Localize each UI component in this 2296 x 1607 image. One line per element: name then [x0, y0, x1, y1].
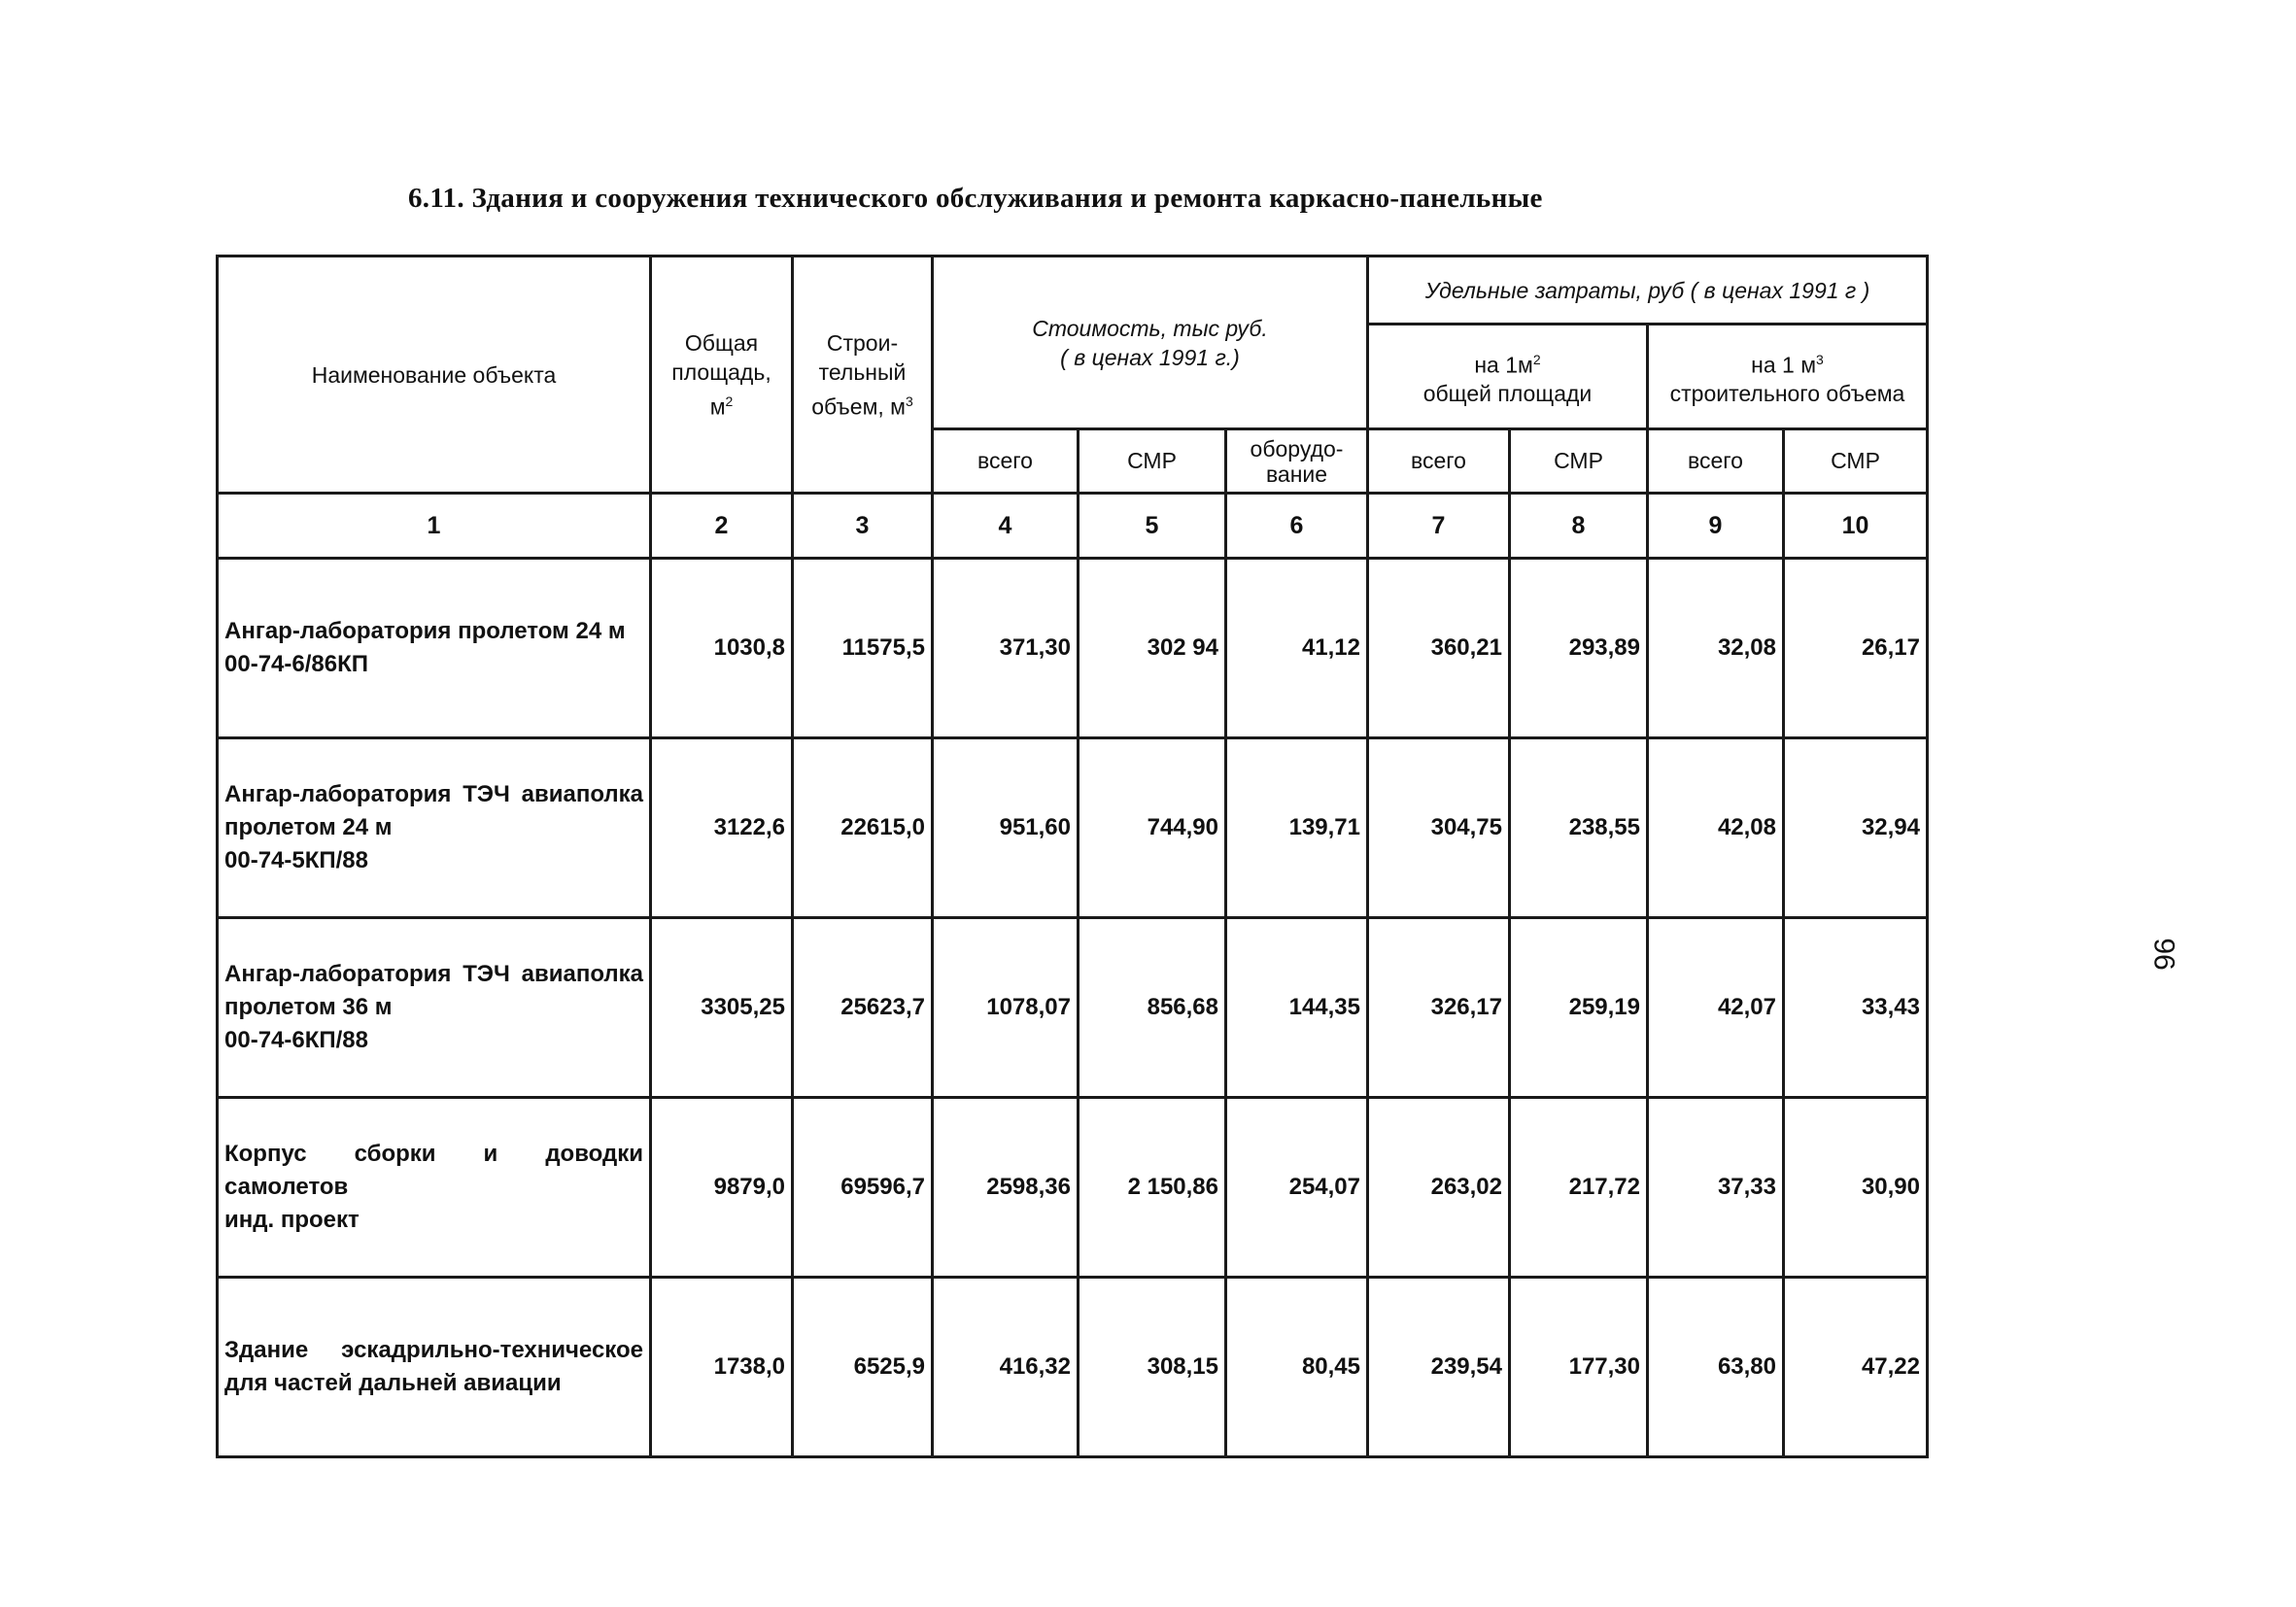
area-cell: 3305,25: [651, 918, 793, 1098]
cost-equipment-cell: 254,07: [1226, 1098, 1368, 1278]
header-cost-smr: СМР: [1079, 429, 1226, 494]
table-row: [218, 1278, 1928, 1457]
header-name: [218, 256, 651, 494]
object-name: Здание эскадрильно-техническое для частей дальней авиации: [224, 1337, 643, 1396]
table-row: [218, 738, 1928, 918]
column-number: 7: [1368, 494, 1510, 559]
m2-total-cell: 239,54: [1368, 1278, 1510, 1457]
object-name: Ангар-лаборатория ТЭЧ авиаполка пролетом 36 м: [224, 961, 643, 1020]
m2-smr-cell: 217,72: [1510, 1098, 1648, 1278]
header-m2-total: всего: [1368, 429, 1510, 494]
m3-smr-cell: 47,22: [1784, 1278, 1928, 1457]
object-name: Корпус сборки и доводки самолетов: [224, 1141, 643, 1200]
cost-equipment-cell: 139,71: [1226, 738, 1368, 918]
cost-total-cell: 951,60: [933, 738, 1079, 918]
m2-smr-cell: 238,55: [1510, 738, 1648, 918]
m2-smr-cell: 293,89: [1510, 559, 1648, 738]
header-m3-smr: СМР: [1784, 429, 1928, 494]
header-area: Общая площадь, $м^2$: [651, 256, 793, 494]
area-cell: 1030,8: [651, 559, 793, 738]
area-cell: 9879,0: [651, 1098, 793, 1278]
volume-cell: 69596,7: [793, 1098, 933, 1278]
column-number: 1: [218, 494, 651, 559]
m2-smr-cell: 177,30: [1510, 1278, 1648, 1457]
volume-cell: 11575,5: [793, 559, 933, 738]
column-number-row: [218, 494, 1928, 559]
cost-total-cell: 2598,36: [933, 1098, 1079, 1278]
volume-cell: 25623,7: [793, 918, 933, 1098]
column-number: 4: [933, 494, 1079, 559]
m2-total-cell: 263,02: [1368, 1098, 1510, 1278]
column-number: 9: [1648, 494, 1784, 559]
m2-total-cell: 304,75: [1368, 738, 1510, 918]
m2-smr-cell: 259,19: [1510, 918, 1648, 1098]
cost-smr-cell: 744,90: [1079, 738, 1226, 918]
cost-equipment-cell: 41,12: [1226, 559, 1368, 738]
object-name: Ангар-лаборатория ТЭЧ авиаполка пролетом 24 м: [224, 781, 643, 840]
volume-cell: 6525,9: [793, 1278, 933, 1457]
header-per-m3: на 1 $м^3$ строительного объема: [1648, 325, 1928, 429]
header-name-label: Наименование объекта: [311, 361, 557, 388]
object-name-cell: [218, 1278, 651, 1457]
m3-smr-cell: 26,17: [1784, 559, 1928, 738]
table-row: [218, 559, 1928, 738]
object-name-cell: [218, 559, 651, 738]
cost-equipment-cell: 144,35: [1226, 918, 1368, 1098]
document-title: 6.11. Здания и сооружения технического обслуживания и ремонта каркасно-панельные: [408, 183, 1543, 214]
m3-total-cell: 32,08: [1648, 559, 1784, 738]
column-number: 3: [793, 494, 933, 559]
m3-total-cell: 63,80: [1648, 1278, 1784, 1457]
header-cost-equipment: оборудо-вание: [1226, 429, 1368, 494]
header-cost-group: Стоимость, тыс руб. ( в ценах 1991 г.): [933, 256, 1368, 429]
cost-smr-cell: 302 94: [1079, 559, 1226, 738]
cost-total-cell: 1078,07: [933, 918, 1079, 1098]
m3-smr-cell: 33,43: [1784, 918, 1928, 1098]
column-number: 5: [1079, 494, 1226, 559]
cost-smr-cell: 856,68: [1079, 918, 1226, 1098]
volume-cell: 22615,0: [793, 738, 933, 918]
object-code: 00-74-5КП/88: [224, 847, 368, 873]
object-code: инд. проект: [224, 1207, 360, 1233]
table-row: [218, 918, 1928, 1098]
cost-equipment-cell: 80,45: [1226, 1278, 1368, 1457]
cost-total-cell: 416,32: [933, 1278, 1079, 1457]
column-number: 8: [1510, 494, 1648, 559]
header-specific-group: Удельные затраты, руб ( в ценах 1991 г ): [1368, 256, 1928, 325]
m3-smr-cell: 32,94: [1784, 738, 1928, 918]
column-number: 6: [1226, 494, 1368, 559]
page-number: 96: [2147, 938, 2180, 971]
cost-table: [216, 255, 1929, 1458]
header-cost-total: всего: [933, 429, 1079, 494]
m2-total-cell: 326,17: [1368, 918, 1510, 1098]
header-row-1: [218, 256, 1928, 325]
column-number: 2: [651, 494, 793, 559]
m3-total-cell: 42,08: [1648, 738, 1784, 918]
area-cell: 3122,6: [651, 738, 793, 918]
table-row: [218, 1098, 1928, 1278]
object-name: Ангар-лаборатория пролетом 24 м: [224, 618, 626, 644]
object-code: 00-74-6/86КП: [224, 651, 368, 677]
m2-total-cell: 360,21: [1368, 559, 1510, 738]
header-m3-total: всего: [1648, 429, 1784, 494]
m3-total-cell: 37,33: [1648, 1098, 1784, 1278]
object-name-cell: [218, 738, 651, 918]
header-volume: Строи-тельный объем, $м^3$: [793, 256, 933, 494]
cost-smr-cell: 2 150,86: [1079, 1098, 1226, 1278]
column-number: 10: [1784, 494, 1928, 559]
object-name-cell: [218, 1098, 651, 1278]
object-name-cell: [218, 918, 651, 1098]
object-code: 00-74-6КП/88: [224, 1027, 368, 1053]
header-per-m2: на $1м^2$ общей площади: [1368, 325, 1648, 429]
m3-smr-cell: 30,90: [1784, 1098, 1928, 1278]
m3-total-cell: 42,07: [1648, 918, 1784, 1098]
cost-smr-cell: 308,15: [1079, 1278, 1226, 1457]
area-cell: 1738,0: [651, 1278, 793, 1457]
header-m2-smr: СМР: [1510, 429, 1648, 494]
cost-total-cell: 371,30: [933, 559, 1079, 738]
